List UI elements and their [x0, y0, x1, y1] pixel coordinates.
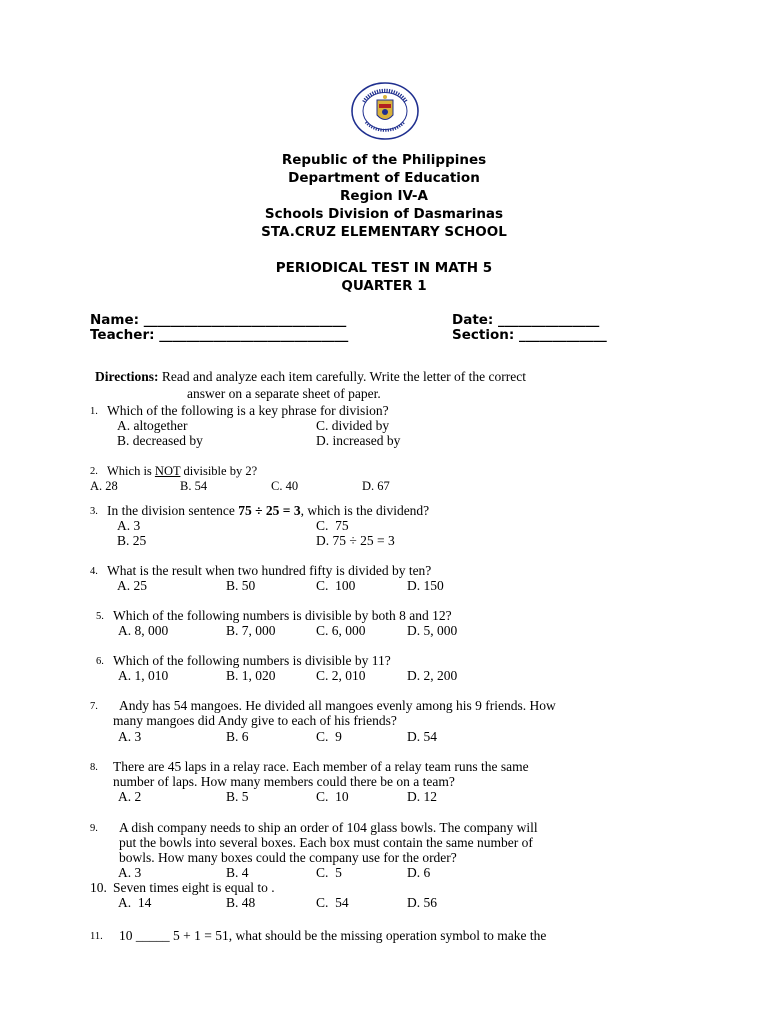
- section-field[interactable]: Section: _____________: [452, 327, 607, 343]
- choice-a: A. 1, 010: [118, 668, 169, 683]
- choice-d: D. 150: [407, 578, 444, 593]
- choice-d: D. 6: [407, 865, 431, 880]
- choice-a: A. 3: [117, 518, 141, 533]
- choice-a: A. 14: [118, 895, 152, 910]
- date-field[interactable]: Date: _______________: [452, 312, 600, 328]
- question-text: [107, 503, 429, 519]
- header-school: STA.CRUZ ELEMENTARY SCHOOL: [261, 224, 507, 240]
- question-number: 9.: [90, 823, 98, 834]
- choice-c: C. 9: [316, 729, 342, 744]
- test-title: PERIODICAL TEST IN MATH 5: [275, 260, 493, 276]
- question-number: 2.: [90, 466, 98, 477]
- choice-d: D. 67: [362, 479, 390, 493]
- choice-d: D. 2, 200: [407, 668, 458, 683]
- question-text-3: bowls. How many boxes could the company use for the order?: [119, 850, 457, 865]
- choice-d: D. 56: [407, 895, 437, 910]
- question-equation: 75 ÷ 25 = 3: [238, 503, 301, 518]
- teacher-field[interactable]: Teacher: ____________________________: [90, 327, 349, 343]
- choice-d: D. increased by: [316, 433, 401, 448]
- question-text-pre: In the division sentence: [107, 503, 239, 518]
- question-number: 11.: [90, 931, 103, 942]
- deped-seal-icon: [350, 82, 420, 140]
- choice-c: C. 6, 000: [316, 623, 366, 638]
- choice-b: B. 7, 000: [226, 623, 276, 638]
- question-text: A dish company needs to ship an order of 104 glass bowls. The company will: [119, 820, 538, 835]
- choice-b: B. 54: [180, 479, 208, 493]
- choice-d: D. 5, 000: [407, 623, 458, 638]
- header-republic: Republic of the Philippines: [281, 152, 487, 168]
- choice-a: A. 3: [118, 865, 142, 880]
- question-number: 6.: [96, 656, 104, 667]
- choice-a: A. altogether: [117, 418, 188, 433]
- question-text: 10 _____ 5 + 1 = 51, what should be the missing operation symbol to make the: [119, 928, 547, 943]
- quarter-label: QUARTER 1: [341, 278, 427, 294]
- choice-c: C. divided by: [316, 418, 390, 433]
- question-text: Which of the following is a key phrase for division?: [107, 403, 389, 418]
- name-field[interactable]: Name: ______________________________: [90, 312, 347, 328]
- question-text: There are 45 laps in a relay race. Each member of a relay team runs the same: [113, 759, 529, 774]
- question-number: 8.: [90, 762, 98, 773]
- choice-c: C. 5: [316, 865, 342, 880]
- header-region: Region IV-A: [340, 188, 428, 204]
- choice-b: B. 25: [117, 533, 147, 548]
- choice-d: D. 54: [407, 729, 437, 744]
- choice-a: A. 25: [117, 578, 147, 593]
- question-text: Which of the following numbers is divisible by 11?: [113, 653, 391, 668]
- choice-c: C. 54: [316, 895, 349, 910]
- choice-b: B. 4: [226, 865, 249, 880]
- question-text: Seven times eight is equal to .: [113, 880, 275, 895]
- question-text-2: many mangoes did Andy give to each of his friends?: [113, 713, 397, 728]
- question-text: Andy has 54 mangoes. He divided all mangoes evenly among his 9 friends. How: [119, 698, 556, 713]
- question-text-2: number of laps. How many members could there be on a team?: [113, 774, 455, 789]
- question-number: 10.: [90, 880, 107, 895]
- question-text: Which of the following numbers is divisible by both 8 and 12?: [113, 608, 452, 623]
- choice-c: C. 2, 010: [316, 668, 366, 683]
- question-text: [107, 464, 257, 479]
- choice-a: A. 28: [90, 479, 118, 493]
- choice-b: B. decreased by: [117, 433, 203, 448]
- choice-b: B. 5: [226, 789, 249, 804]
- header-department: Department of Education: [288, 170, 480, 186]
- choice-c: C. 75: [316, 518, 349, 533]
- question-number: 7.: [90, 701, 98, 712]
- choice-c: C. 100: [316, 578, 356, 593]
- choice-b: B. 6: [226, 729, 249, 744]
- choice-a: A. 2: [118, 789, 142, 804]
- choice-c: C. 40: [271, 479, 299, 493]
- choice-b: B. 1, 020: [226, 668, 276, 683]
- choice-b: B. 50: [226, 578, 256, 593]
- choice-a: A. 8, 000: [118, 623, 169, 638]
- question-number: 4.: [90, 566, 98, 577]
- question-text-not: NOT: [154, 464, 181, 478]
- directions: [95, 369, 526, 385]
- question-text-2: put the bowls into several boxes. Each box must contain the same number of: [119, 835, 533, 850]
- question-text-pre: Which is: [107, 464, 155, 478]
- choice-a: A. 3: [118, 729, 142, 744]
- question-number: 1.: [90, 406, 98, 417]
- choice-b: B. 48: [226, 895, 256, 910]
- question-text-post: divisible by 2?: [180, 464, 258, 478]
- question-number: 5.: [96, 611, 104, 622]
- header-division: Schools Division of Dasmarinas: [264, 206, 504, 222]
- choice-d: D. 12: [407, 789, 437, 804]
- directions-text: Read and analyze each item carefully. Write the letter of the correct: [158, 369, 527, 384]
- question-number: 3.: [90, 506, 98, 517]
- question-text-post: , which is the dividend?: [300, 503, 430, 518]
- directions-label: Directions:: [95, 369, 159, 384]
- choice-c: C. 10: [316, 789, 349, 804]
- question-text: What is the result when two hundred fifty is divided by ten?: [107, 563, 432, 578]
- directions-text-2: answer on a separate sheet of paper.: [187, 386, 381, 401]
- choice-d: D. 75 ÷ 25 = 3: [316, 533, 395, 548]
